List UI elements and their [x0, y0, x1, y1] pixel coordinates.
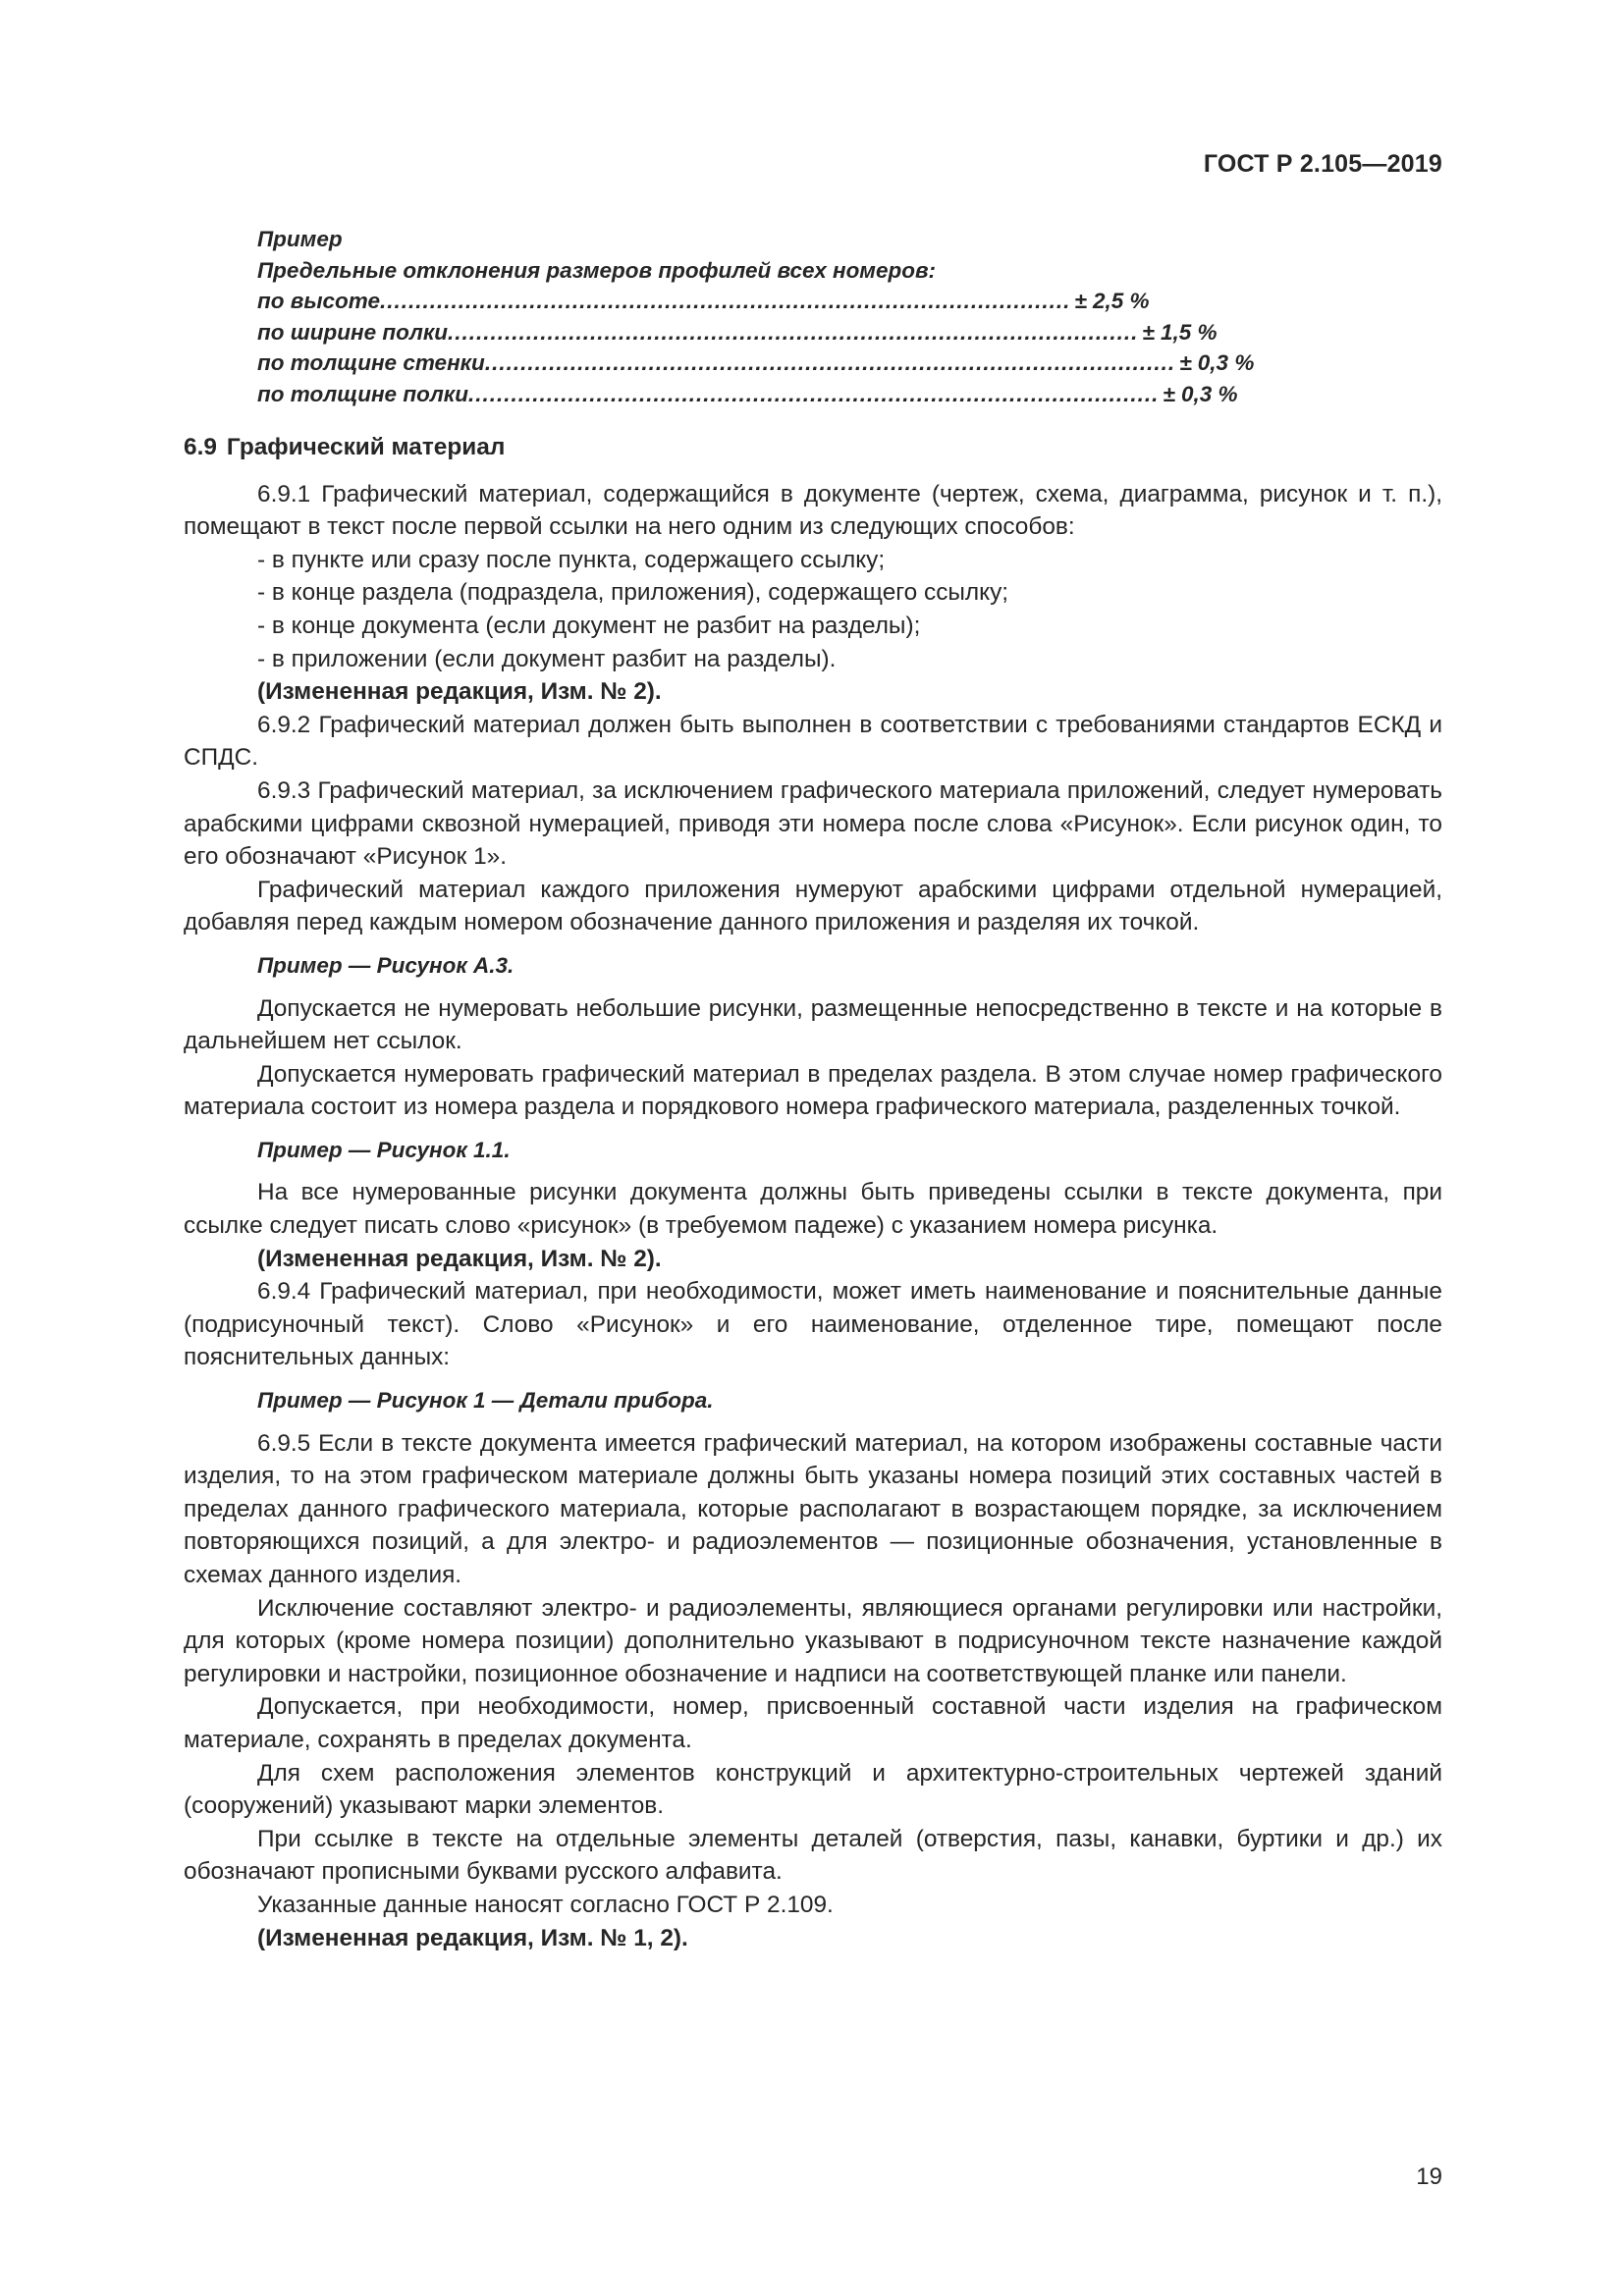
tolerance-label: по толщине полки	[257, 381, 468, 406]
tolerance-row	[257, 286, 1150, 317]
example-title: Предельные отклонения размеров профилей всех номеров:	[257, 257, 937, 283]
list-item: - в конце раздела (подраздела, приложения), содержащего ссылку;	[257, 579, 1009, 607]
paragraph-6-9-4: 6.9.4 Графический материал, при необходимости, может иметь наименование и пояснительные данные (подрисуночный текст). Слово «Рисунок» и его наименование, отделенное тире, помещают после пояснительных данных:	[184, 1278, 1442, 1371]
paragraph: Для схем расположения элементов конструкций и архитектурно-строительных чертежей зданий (сооружений) указывают марки элементов.	[184, 1759, 1442, 1820]
tolerance-value: ± 1,5 %	[1142, 319, 1218, 345]
leader-dots: .................................................................................................	[447, 319, 1139, 345]
tolerance-label: по ширине полки	[257, 319, 448, 345]
tolerance-value: ± 0,3 %	[1163, 381, 1238, 406]
leader-dots: .................................................................................................	[484, 350, 1176, 375]
tolerance-label: по высоте	[257, 289, 381, 313]
paragraph: Графический материал каждого приложения нумеруют арабскими цифрами отдельной нумерацией, добавляя перед каждым номером обозначение данного приложения и разделяя их точкой.	[184, 876, 1442, 936]
list-item: - в пункте или сразу после пункта, содержащего ссылку;	[257, 546, 886, 573]
paragraph: Допускается, при необходимости, номер, присвоенный составной части изделия на графическом материале, сохранять в пределах документа.	[184, 1693, 1442, 1753]
paragraph: Допускается нумеровать графический материал в пределах раздела. В этом случае номер графического материала состоит из номера раздела и порядкового номера графического материала, разделенных точкой.	[184, 1060, 1442, 1121]
example-block	[184, 224, 1442, 409]
example-label: Пример	[257, 227, 343, 251]
tolerance-row	[257, 317, 1218, 348]
paragraph: Указанные данные наносят согласно ГОСТ Р 2.109.	[257, 1891, 834, 1918]
revision-note: (Измененная редакция, Изм. № 2).	[257, 1245, 662, 1272]
tolerance-value: ± 0,3 %	[1179, 350, 1255, 375]
tolerance-label: по толщине стенки	[257, 350, 485, 375]
example-line: Пример — Рисунок 1.1.	[257, 1137, 511, 1162]
section-number: 6.9	[184, 434, 217, 460]
paragraph: Исключение составляют электро- и радиоэлементы, являющиеся органами регулировки или настройки, для которых (кроме номера позиции) дополнительно указывают в подрисуночном тексте назначение каждой регулировки и настройки, позиционное обозначение и надписи на соответствующей планке или панели.	[184, 1594, 1442, 1687]
section-title: Графический материал	[226, 434, 506, 460]
paragraph-6-9-5: 6.9.5 Если в тексте документа имеется графический материал, на котором изображены составные части изделия, то на этом графическом материале должны быть указаны номера позиций этих составных частей в пределах данного графического материала, которые располагают в возрастающем порядке, за исключением повторяющихся позиций, а для электро- и радиоэлементов — позиционные обозначения, установленные в схемах данного изделия.	[184, 1429, 1442, 1588]
paragraph-6-9-1: 6.9.1 Графический материал, содержащийся в документе (чертеж, схема, диаграмма, рисунок и т. п.), помещают в текст после первой ссылки на него одним из следующих способов:	[184, 480, 1442, 541]
revision-note: (Измененная редакция, Изм. № 2).	[257, 678, 662, 706]
list-item: - в приложении (если документ разбит на разделы).	[257, 645, 837, 672]
list-item: - в конце документа (если документ не разбит на разделы);	[257, 612, 921, 639]
tolerance-value: ± 2,5 %	[1074, 289, 1150, 313]
page-number: 19	[1416, 2163, 1442, 2190]
paragraph: При ссылке в тексте на отдельные элементы деталей (отверстия, пазы, канавки, буртики и др.) их обозначают прописными буквами русского алфавита.	[184, 1825, 1442, 1886]
example-line: Пример — Рисунок 1 — Детали прибора.	[257, 1388, 714, 1414]
tolerance-row	[257, 379, 1238, 410]
tolerance-row	[257, 347, 1255, 379]
section-heading	[184, 431, 1442, 464]
paragraph-6-9-2: 6.9.2 Графический материал должен быть выполнен в соответствии с требованиями стандартов ЕСКД и СПДС.	[184, 711, 1442, 772]
paragraph: Допускается не нумеровать небольшие рисунки, размещенные непосредственно в тексте и на которые в дальнейшем нет ссылок.	[184, 994, 1442, 1055]
leader-dots: .................................................................................................	[467, 381, 1160, 406]
page-content	[184, 224, 1442, 1954]
revision-note: (Измененная редакция, Изм. № 1, 2).	[257, 1924, 688, 1951]
paragraph: На все нумерованные рисунки документа должны быть приведены ссылки в тексте документа, при ссылке следует писать слово «рисунок» (в требуемом падеже) с указанием номера рисунка.	[184, 1179, 1442, 1240]
paragraph-6-9-3: 6.9.3 Графический материал, за исключением графического материала приложений, следует нумеровать арабскими цифрами сквозной нумерацией, приводя эти номера после слова «Рисунок». Если рисунок один, то его обозначают «Рисунок 1».	[184, 776, 1442, 871]
standard-code-header: ГОСТ Р 2.105—2019	[1203, 150, 1442, 178]
leader-dots: .................................................................................................	[380, 289, 1071, 313]
example-line: Пример — Рисунок А.3.	[257, 952, 514, 978]
